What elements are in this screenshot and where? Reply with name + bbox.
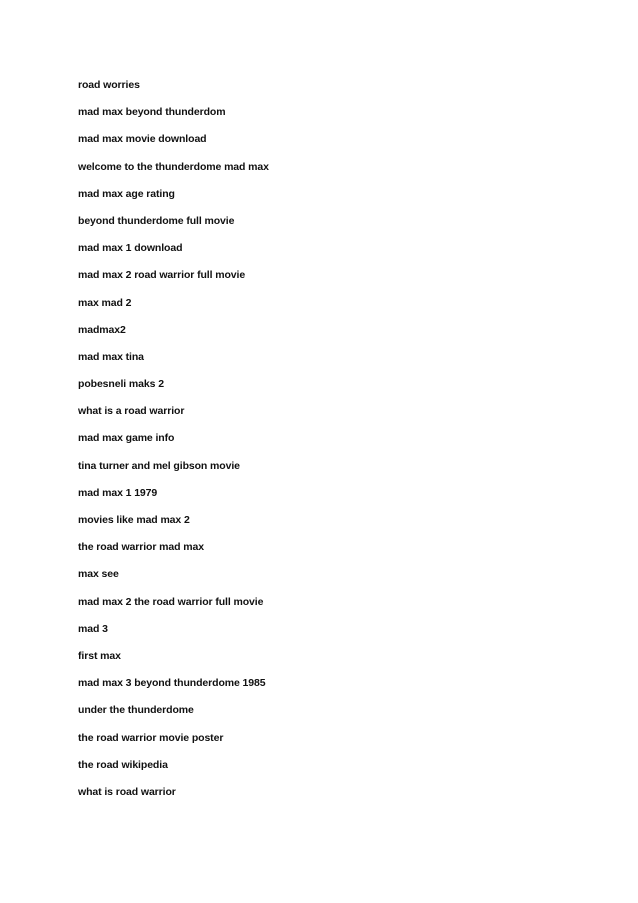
keyword-item: movies like mad max 2: [78, 514, 190, 526]
keyword-item: mad max 2 the road warrior full movie: [78, 595, 264, 608]
keyword-item: madmax2: [78, 323, 126, 336]
keyword-item: mad max 1 download: [78, 242, 183, 255]
keyword-item: max see: [78, 568, 119, 581]
keyword-item: first max: [78, 649, 121, 662]
keyword-item: mad max age rating: [78, 187, 175, 200]
keyword-item: mad max game info: [78, 432, 175, 445]
keyword-list: [78, 78, 269, 812]
keyword-item: the road warrior movie poster: [78, 731, 224, 744]
keyword-item: mad max tina: [78, 350, 144, 363]
keyword-item: tina turner and mel gibson movie: [78, 459, 240, 472]
keyword-item: welcome to the thunderdome mad max: [78, 160, 269, 173]
keyword-item: mad max 2 road warrior full movie: [78, 269, 246, 282]
keyword-item: the road warrior mad max: [78, 541, 204, 554]
keyword-item: beyond thunderdome full movie: [78, 214, 235, 227]
keyword-item: what is a road warrior: [78, 405, 185, 418]
keyword-item: mad 3: [78, 622, 108, 635]
keyword-item: mad max beyond thunderdom: [78, 106, 226, 119]
keyword-item: mad max movie download: [78, 133, 207, 146]
keyword-item: pobesneli maks 2: [78, 378, 164, 391]
keyword-item: mad max 1 1979: [78, 486, 158, 499]
keyword-item: the road wikipedia: [78, 758, 168, 771]
keyword-item: max mad 2: [78, 296, 132, 309]
keyword-item: what is road warrior: [78, 785, 176, 798]
keyword-item: under the thunderdome: [78, 704, 194, 717]
keyword-item: road worries: [78, 79, 140, 91]
keyword-item: mad max 3 beyond thunderdome 1985: [78, 677, 266, 690]
